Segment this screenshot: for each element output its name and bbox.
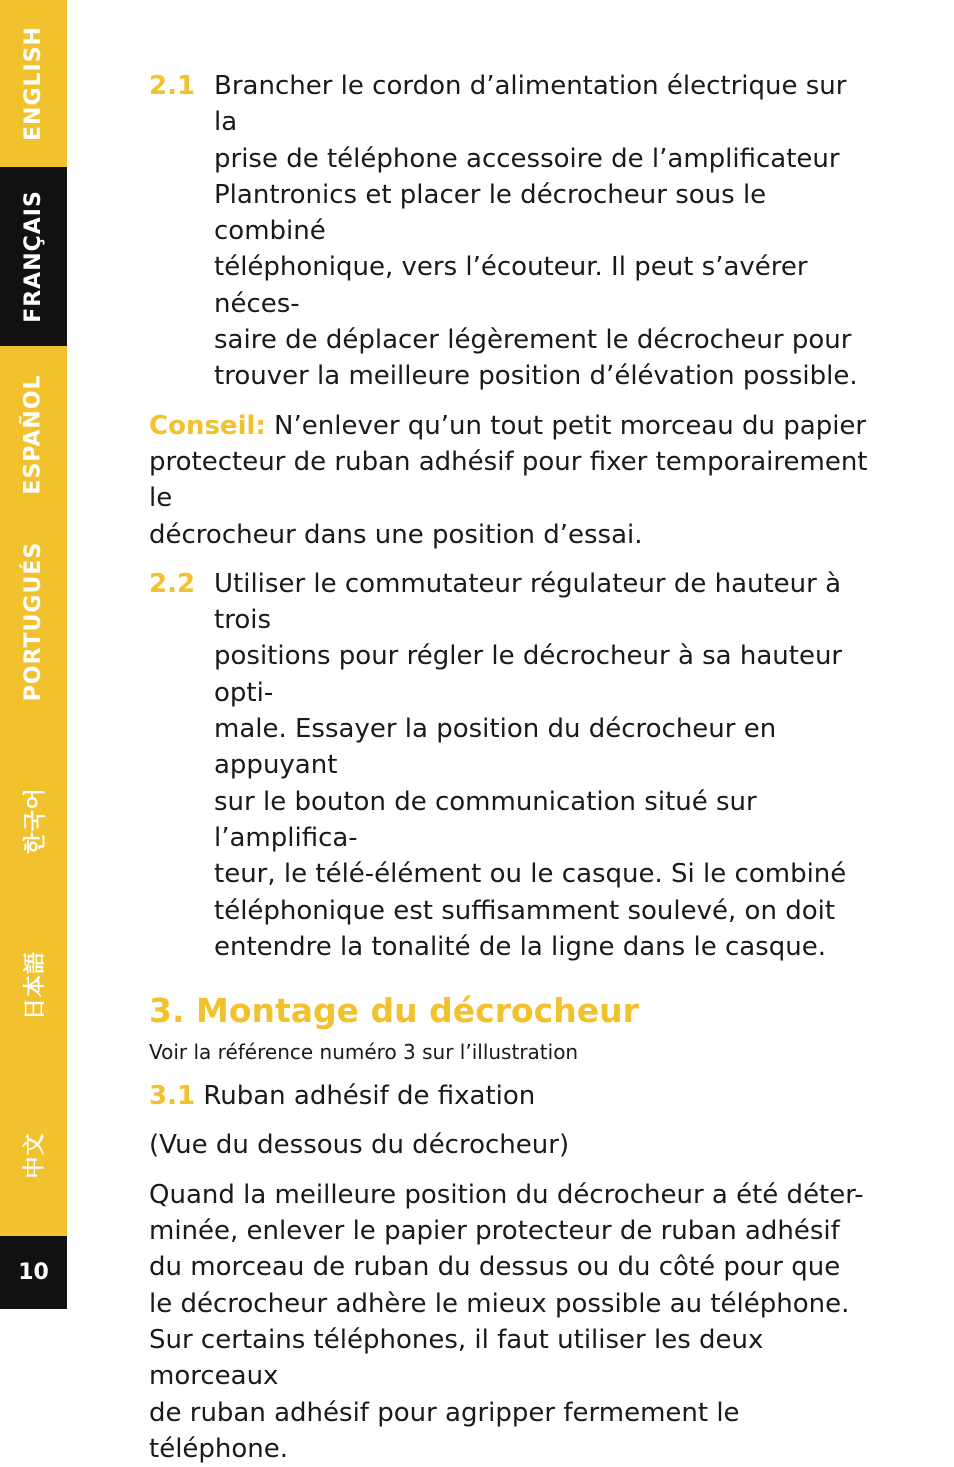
- step-2-1-number: 2.1: [149, 71, 196, 101]
- tip-text: N’enlever qu’un tout petit morceau du papier protecteur de ruban adhésif pour fixer temporairement le décrocheur dans une position d’essai.: [149, 410, 868, 550]
- page-number: 10: [0, 1236, 67, 1309]
- step-3-1-text: Ruban adhésif de fixation: [195, 1081, 536, 1112]
- tab-portugues-label: PORTUGUÉS: [21, 541, 47, 701]
- section-3-body: Quand la meilleure position du décrocheur a été déter- minée, enlever le papier protecteur de ruban adhésif du morceau de ruban du dessus ou du côté pour que le décrocheur adhère le mieux possible au téléphone. Sur certains téléphones, il faut utiliser les deux morceaux de ruban adhésif pour agripper fermement le téléphone.: [149, 1179, 864, 1464]
- tip-label: Conseil:: [149, 410, 266, 441]
- tab-japanese-label: 日本語: [23, 950, 49, 1020]
- section-3-reference: Voir la référence numéro 3 sur l’illustration: [149, 1040, 579, 1065]
- tab-chinese-label: 中文: [22, 1131, 48, 1179]
- tab-portugues[interactable]: [0, 522, 67, 720]
- step-2-2-number: 2.2: [149, 568, 196, 599]
- tab-espanol-label: ESPAÑOL: [21, 373, 47, 495]
- tab-english-label: ENGLISH: [21, 26, 46, 141]
- tab-japanese[interactable]: [0, 905, 67, 1065]
- main-content: [149, 68, 869, 1467]
- tab-espanol[interactable]: [0, 346, 67, 522]
- tab-korean-label: 한국어: [22, 786, 48, 854]
- step-3-1-number: 3.1: [149, 1081, 196, 1112]
- step-2-1: [149, 68, 869, 395]
- tab-english[interactable]: [0, 0, 67, 167]
- section-3-heading: 3. Montage du décrocheur: [149, 991, 639, 1031]
- step-3-1: [149, 1078, 869, 1114]
- step-2-2-text: Utiliser le commutateur régulateur de hauteur à trois positions pour régler le décrocheur à sa hauteur opti- male. Essayer la position du décrocheur en appuyant sur le bouton de communication situé sur l’amplifica- teur, le télé-élément ou le casque. Si le combiné téléphonique est suffisamment soulevé, on doit entendre la tonalité de la ligne dans le casque.: [214, 568, 847, 962]
- tab-francais-label: FRANÇAIS: [21, 190, 47, 323]
- tab-korean[interactable]: [0, 740, 67, 900]
- tip-paragraph: [149, 408, 869, 553]
- step-2-1-text: Brancher le cordon d’alimentation électrique sur la prise de téléphone accessoire de l’amplificateur Plantronics et placer le décrocheur sous le combiné téléphonique, vers l’écouteur. Il peut s’avérer néces- saire de déplacer légèrement le décrocheur pour trouver la meilleure position d’élévation possible.: [214, 71, 858, 392]
- tab-chinese[interactable]: [0, 1085, 67, 1225]
- view-note: (Vue du dessous du décrocheur): [149, 1130, 570, 1161]
- step-2-2: [149, 566, 869, 965]
- language-sidebar: [0, 0, 67, 1309]
- tab-francais[interactable]: [0, 167, 67, 346]
